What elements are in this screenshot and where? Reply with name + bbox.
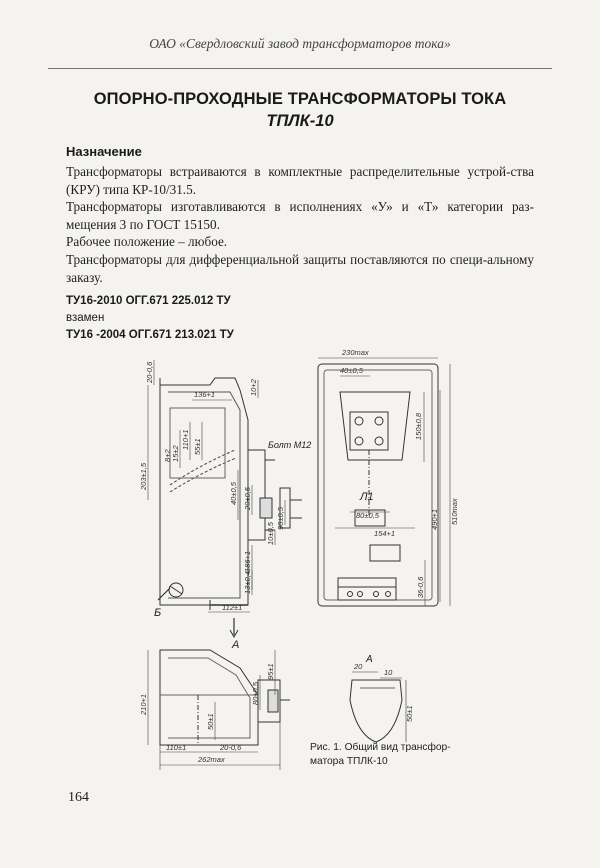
page-number: 164 (68, 790, 89, 805)
dim-36: 36-0,6 (416, 576, 425, 598)
model-title: ТПЛК-10 (266, 112, 334, 130)
dim-8: 8+2 (163, 449, 172, 462)
dim-210: 210+1 (139, 693, 148, 715)
tu-instead: взамен (66, 312, 105, 324)
dim-20b: 20-0,6 (220, 743, 242, 752)
header-divider (48, 68, 552, 69)
dim-110b: 110±1 (166, 743, 187, 752)
front-view (318, 364, 438, 606)
tu-old: ТУ16 -2004 ОГГ.671 213.021 ТУ (66, 329, 234, 341)
dim-20top: 20-0,6 (145, 361, 154, 383)
caption-line: Рис. 1. Общий вид трансфор- (310, 742, 451, 753)
dim-150: 150±0,8 (414, 412, 423, 440)
purpose-text (66, 163, 534, 286)
paragraph: Трансформаторы встраиваются в комплектные распределительные устрой-ства (КРУ) типа КР-10/31.5. (66, 164, 534, 197)
detail-a-label: A (366, 654, 373, 665)
dim-490: 490+1 (430, 508, 439, 530)
dim-55: 55±1 (193, 438, 202, 455)
view-b-label: Б (154, 607, 162, 619)
dim-80: 80±0,5 (356, 511, 379, 520)
figure-caption (310, 741, 460, 769)
document-title: ОПОРНО-ПРОХОДНЫЕ ТРАНСФОРМАТОРЫ ТОКА (93, 90, 507, 108)
dim-154: 154+1 (374, 529, 396, 538)
dim-186: 186+1 (243, 550, 252, 572)
detail-dim-10: 10 (384, 668, 393, 677)
dim-80b: 80±0,5 (251, 682, 260, 705)
tu-current: ТУ16-2010 ОГГ.671 225.012 ТУ (66, 295, 231, 307)
dim-13: 13±0,4 (243, 571, 252, 594)
view-a-label: A (232, 639, 240, 651)
dim-40: 40±0,5 (340, 366, 363, 375)
dim-10: 10+2 (249, 379, 258, 396)
caption-line: матора ТПЛК-10 (310, 756, 388, 767)
dim-262max: 262max (198, 755, 225, 764)
paragraph: Трансформаторы для дифференциальной защиты поставляются по специ-альному заказу. (66, 251, 534, 285)
running-header: ОАО «Свердловский завод трансформаторов тока» (149, 36, 451, 51)
dim-10b: 10±0,5 (266, 522, 275, 545)
detail-dim-20: 20 (354, 662, 363, 671)
dim-112: 112±1 (222, 603, 243, 612)
l1-label: Л1 (360, 491, 374, 503)
dim-510max: 510max (450, 498, 459, 525)
detail-a (350, 672, 406, 742)
dim-90: 90±0,5 (276, 507, 285, 530)
technical-drawing (140, 350, 480, 780)
section-heading-purpose: Назначение (66, 144, 142, 159)
dim-50: 50±1 (206, 713, 215, 730)
paragraph: Рабочее положение – любое. (66, 234, 228, 250)
dim-203: 203±1,5 (139, 462, 148, 490)
dim-95: 95±1 (266, 663, 275, 680)
dim-15: 15±2 (171, 445, 180, 462)
dim-40side: 40±0,5 (229, 482, 238, 505)
bolt-label: Болт М12 (268, 440, 312, 450)
dim-136: 136+1 (194, 390, 216, 399)
detail-dim-50: 50±1 (405, 705, 414, 722)
paragraph: Трансформаторы изготавливаются в исполнениях «У» и «Т» категории раз-мещения 3 по ГОСТ 15150. (66, 199, 534, 232)
dim-20: 20±0,5 (243, 487, 252, 510)
dim-110: 110+1 (181, 429, 190, 450)
dim-230max: 230max (342, 348, 369, 357)
